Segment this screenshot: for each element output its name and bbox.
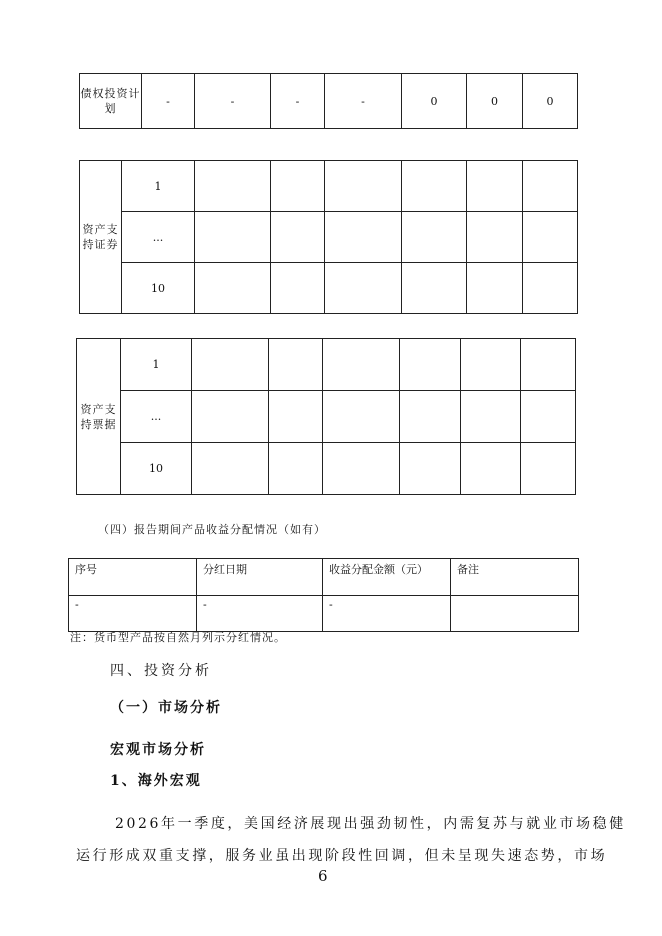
section-heading: 四、投资分析 (110, 663, 212, 679)
table-row (77, 391, 576, 443)
row-index: ... (122, 212, 195, 263)
row-index: 1 (121, 339, 192, 391)
table-cell (323, 443, 400, 495)
row-index: 1 (122, 161, 195, 212)
table-cell (400, 391, 461, 443)
table-cell: 0 (523, 74, 578, 129)
row-index: 10 (122, 263, 195, 314)
debt-investment-plan-table (79, 73, 578, 129)
table-cell: - (323, 595, 451, 632)
table-cell: - (69, 595, 197, 632)
table-cell (461, 443, 521, 495)
subsection-heading: （一）市场分析 (110, 700, 222, 716)
table-cell (521, 391, 576, 443)
table-cell (325, 212, 402, 263)
header-cell: 分红日期 (197, 559, 323, 596)
table-cell (271, 263, 325, 314)
table-cell (402, 263, 467, 314)
table-cell (523, 212, 578, 263)
table-cell (195, 161, 271, 212)
table-row (80, 161, 578, 212)
table-cell (467, 263, 523, 314)
table-cell (400, 443, 461, 495)
table-cell: - (325, 74, 402, 129)
table-row (80, 74, 578, 129)
macro-heading: 宏观市场分析 (110, 742, 206, 758)
table-cell (269, 443, 323, 495)
table-cell: - (142, 74, 195, 129)
table-cell (400, 339, 461, 391)
row-index: ... (121, 391, 192, 443)
table-cell: 0 (467, 74, 523, 129)
table-row (77, 339, 576, 391)
table-cell (192, 443, 269, 495)
header-cell: 收益分配金额（元） (323, 559, 451, 596)
table-cell (192, 339, 269, 391)
table-cell (521, 443, 576, 495)
table-cell (467, 212, 523, 263)
table-cell (271, 161, 325, 212)
table-cell: - (195, 74, 271, 129)
header-cell: 序号 (69, 559, 197, 596)
table-cell (402, 161, 467, 212)
table-cell (461, 339, 521, 391)
table-row (69, 595, 579, 632)
header-cell: 备注 (451, 559, 579, 596)
table-cell (195, 263, 271, 314)
table-cell (461, 391, 521, 443)
dividend-note: 注：货币型产品按自然月列示分红情况。 (70, 631, 286, 644)
table-cell (523, 263, 578, 314)
table-cell (325, 161, 402, 212)
table-cell (269, 339, 323, 391)
row-group-label: 资产支持票据 (77, 339, 121, 495)
row-group-label: 资产支持证券 (80, 161, 122, 314)
table-cell (451, 595, 579, 632)
table-cell: 0 (402, 74, 467, 129)
table-cell (323, 391, 400, 443)
paragraph-line: 运行形成双重支撑，服务业虽出现阶段性回调，但未呈现失速态势，市场 (76, 848, 608, 864)
dividend-distribution-table (68, 558, 579, 632)
overseas-heading: 1、海外宏观 (110, 773, 202, 789)
table-cell (192, 391, 269, 443)
table-cell (269, 391, 323, 443)
table-cell (325, 263, 402, 314)
dividend-caption: （四）报告期间产品收益分配情况（如有） (98, 523, 326, 536)
row-label: 债权投资计划 (80, 74, 142, 129)
table-row (80, 212, 578, 263)
paragraph-line: 2026年一季度，美国经济展现出强劲韧性，内需复苏与就业市场稳健 (115, 816, 626, 832)
page-number: 6 (318, 867, 328, 885)
table-header-row (69, 559, 579, 596)
table-cell: - (271, 74, 325, 129)
table-cell (523, 161, 578, 212)
table-cell (467, 161, 523, 212)
table-cell: - (197, 595, 323, 632)
asset-backed-notes-table (76, 338, 576, 495)
table-cell (271, 212, 325, 263)
asset-backed-securities-table (79, 160, 578, 314)
table-cell (323, 339, 400, 391)
row-index: 10 (121, 443, 192, 495)
table-cell (521, 339, 576, 391)
table-row (77, 443, 576, 495)
table-cell (195, 212, 271, 263)
table-row (80, 263, 578, 314)
table-cell (402, 212, 467, 263)
